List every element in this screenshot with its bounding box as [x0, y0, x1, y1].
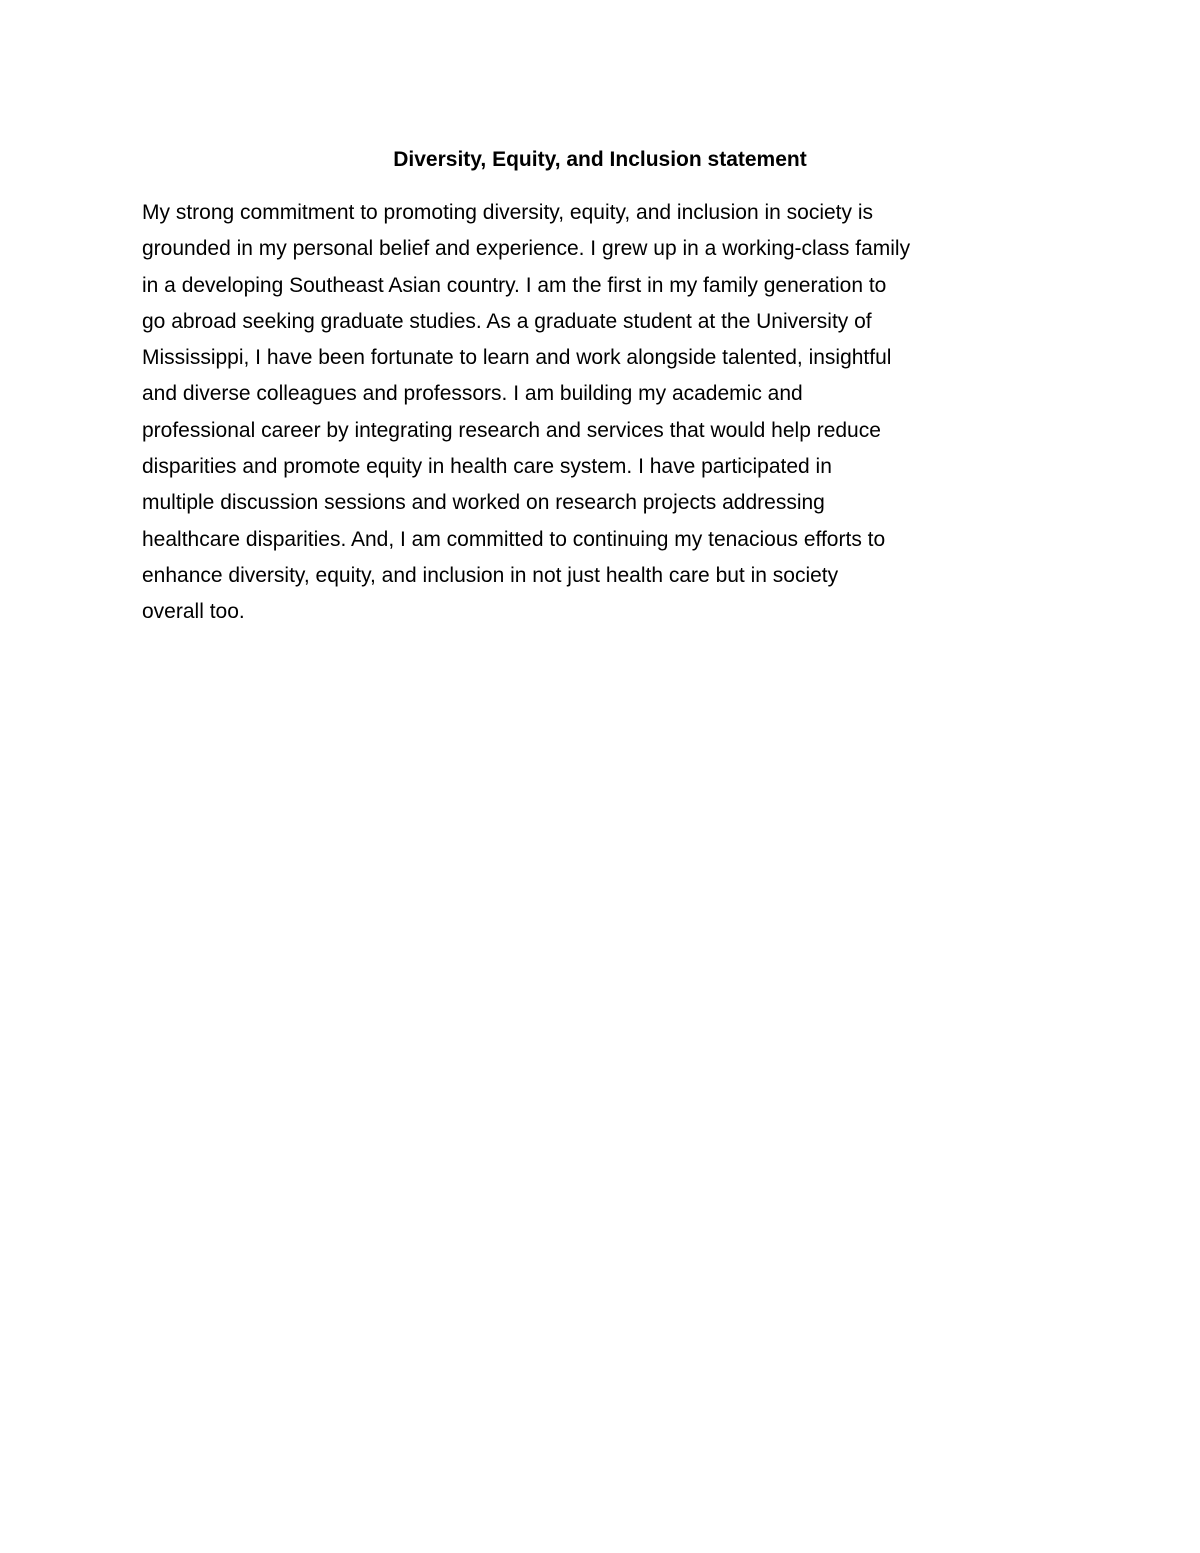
body-line: My strong commitment to promoting diversity, equity, and inclusion in society is	[142, 201, 874, 224]
document-title: Diversity, Equity, and Inclusion statement	[393, 148, 807, 171]
body-line: go abroad seeking graduate studies. As a graduate student at the University of	[142, 309, 872, 333]
body-line: professional career by integrating research and services that would help reduce	[142, 418, 881, 442]
body-line: and diverse colleagues and professors. I am building my academic and	[142, 382, 803, 406]
body-line: multiple discussion sessions and worked on research projects addressing	[142, 491, 825, 515]
body-line: disparities and promote equity in health care system. I have participated in	[142, 455, 832, 479]
body-line: healthcare disparities. And, I am committed to continuing my tenacious efforts to	[142, 527, 886, 551]
body-line: enhance diversity, equity, and inclusion in not just health care but in society	[142, 563, 839, 587]
body-line: in a developing Southeast Asian country. I am the first in my family generation to	[142, 273, 887, 297]
body-line: overall too.	[142, 600, 245, 624]
document-body	[142, 195, 1072, 631]
body-line: Mississippi, I have been fortunate to learn and work alongside talented, insightful	[142, 346, 892, 370]
body-line: grounded in my personal belief and experience. I grew up in a working-class family	[142, 237, 911, 261]
